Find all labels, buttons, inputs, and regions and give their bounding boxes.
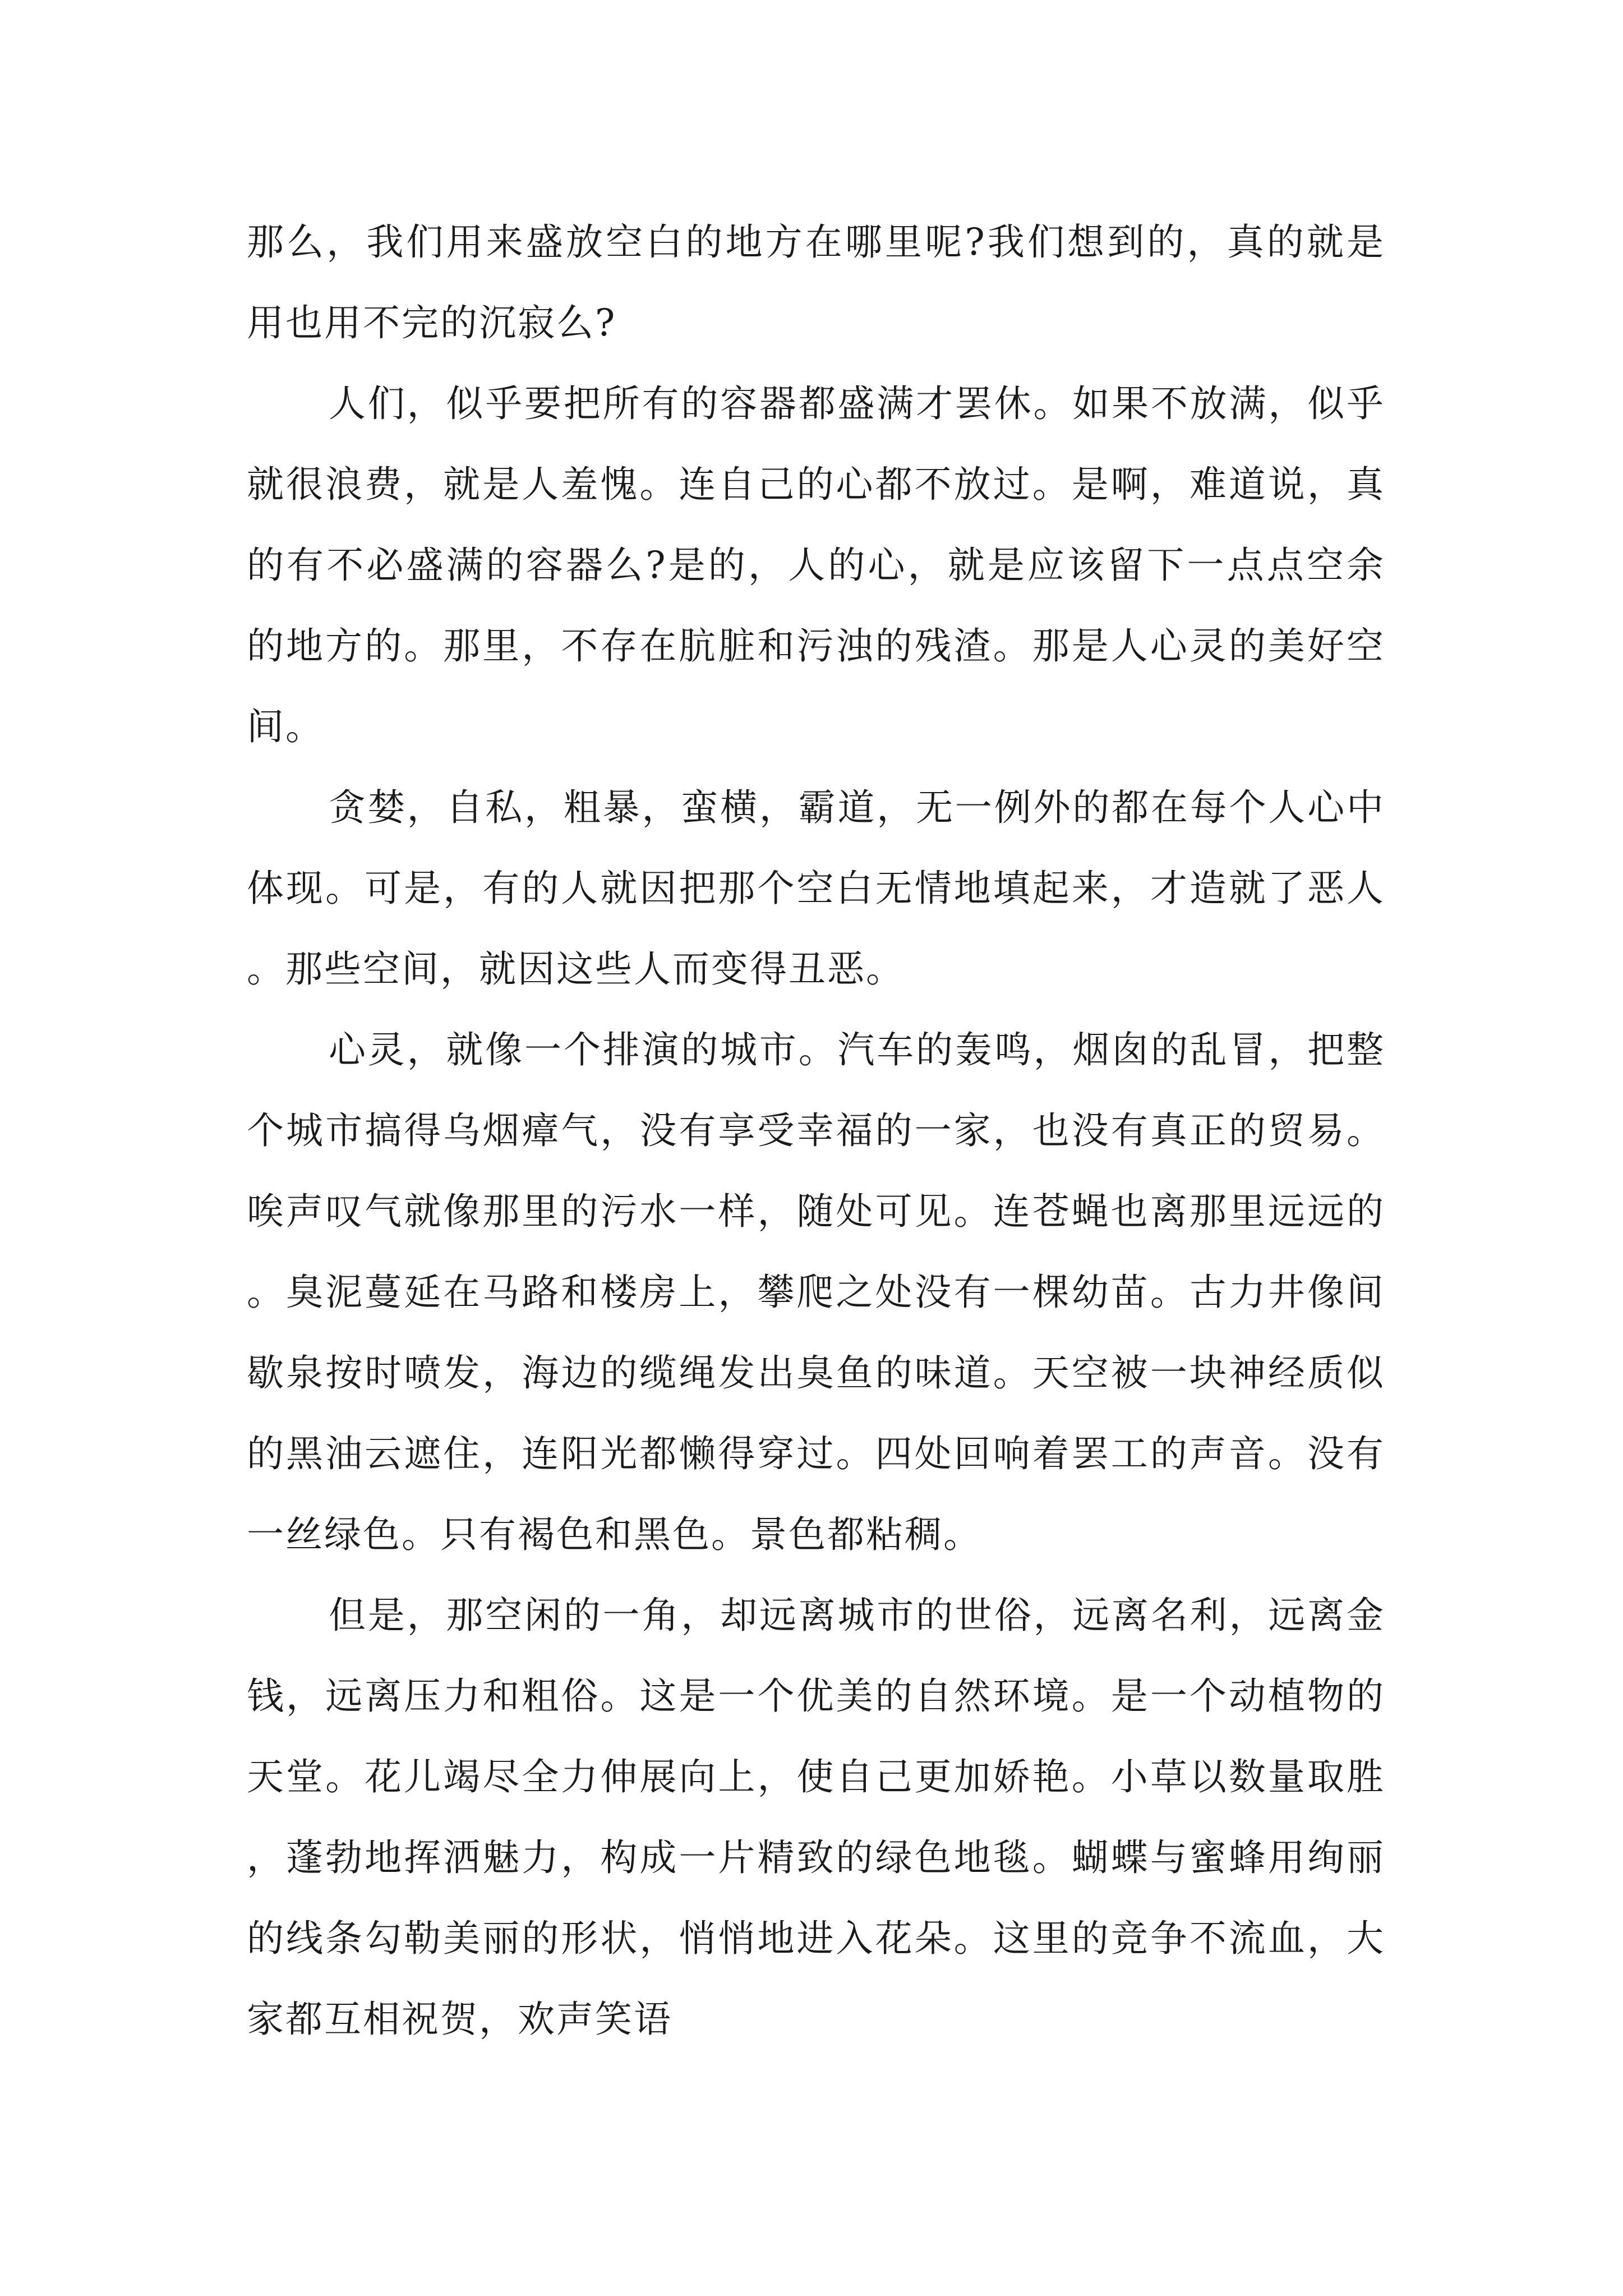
paragraph-2: 人们，似乎要把所有的容器都盛满才罢休。如果不放满，似乎就很浪费，就是人羞愧。连自己的心都不放过。是啊，难道说，真的有不必盛满的容器么?是的，人的心，就是应该留下一点点空余的地方的。那里，不存在肮脏和污浊的残渣。那是人心灵的美好空间。 [247,382,1385,748]
paragraph-4: 心灵，就像一个排演的城市。汽车的轰鸣，烟囱的乱冒，把整个城市搞得乌烟瘴气，没有享受幸福的一家，也没有真正的贸易。唉声叹气就像那里的污水一样，随处可见。连苍蝇也离那里远远的。臭泥蔓延在马路和楼房上，攀爬之处没有一棵幼苗。古力井像间歇泉按时喷发，海边的缆绳发出臭鱼的味道。天空被一块神经质似的黑油云遮住，连阳光都懒得穿过。四处回响着罢工的声音。没有一丝绿色。只有褐色和黑色。景色都粘稠。 [247,1028,1385,1556]
paragraph-5: 但是，那空闲的一角，却远离城市的世俗，远离名利，远离金钱，远离压力和粗俗。这是一个优美的自然环境。是一个动植物的天堂。花儿竭尽全力伸展向上，使自己更加娇艳。小草以数量取胜，蓬勃地挥洒魅力，构成一片精致的绿色地毯。蝴蝶与蜜蜂用绚丽的线条勾勒美丽的形状，悄悄地进入花朵。这里的竞争不流血，大家都互相祝贺，欢声笑语 [247,1594,1385,2041]
document-body [247,202,1385,2060]
paragraph-1: 那么，我们用来盛放空白的地方在哪里呢?我们想到的，真的就是用也用不完的沉寂么? [247,220,1385,344]
paragraph-3: 贪婪，自私，粗暴，蛮横，霸道，无一例外的都在每个人心中体现。可是，有的人就因把那个空白无情地填起来，才造就了恶人。那些空间，就因这些人而变得丑恶。 [247,786,1385,991]
